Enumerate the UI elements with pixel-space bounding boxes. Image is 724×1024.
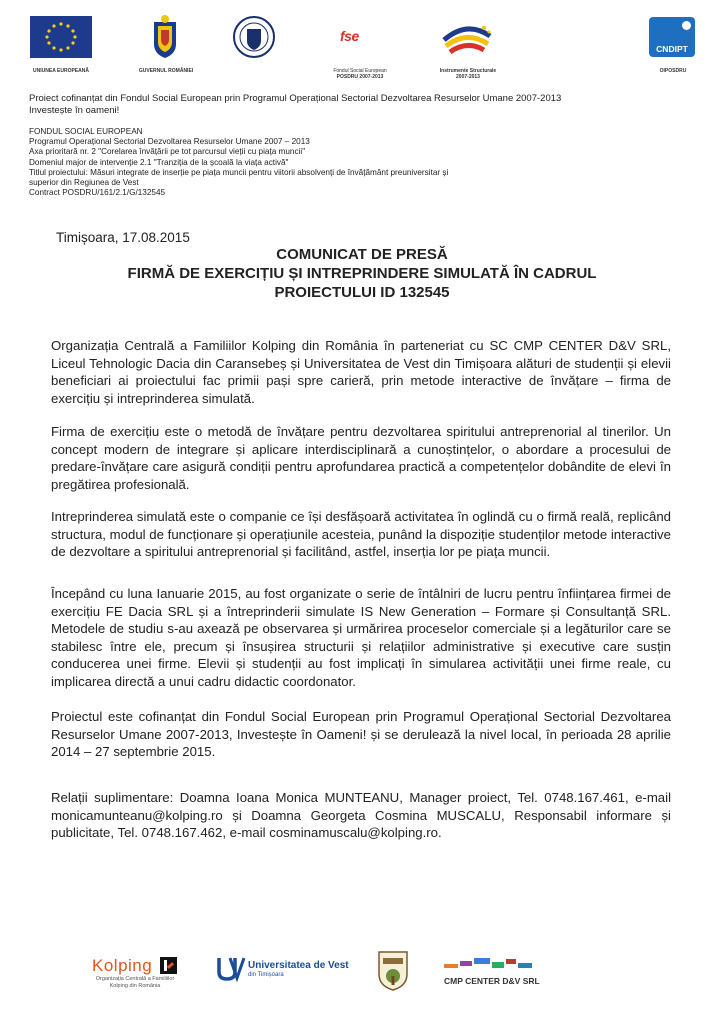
cndipt-logo (649, 17, 695, 57)
structural-instruments-logo (440, 18, 494, 64)
paragraph-simulated-enterprise: Intreprinderea simulată este o companie ce își desfășoară activitatea în oglindă cu o firmă reală, replicând structura, modul de funcționare și operațiunile acesteia, punând la dispoziție studenților metode interactive de dezvoltare a spiritului antreprenorial și facilitând, astfel, inserția lor pe piața muncii. (51, 509, 671, 560)
paragraph-cofinancing: Proiectul este cofinanțat din Fondul Social European prin Programul Operațional Sectorial Dezvoltarea Resurselor Umane 2007-2013, Investește în Oameni! și se derulează la nivel local, în perioada 28 aprilie 2014 – 27 septembrie 2015. (51, 709, 671, 760)
cndipt-label: CNDIPT (656, 44, 688, 54)
press-release-date: Timișoara, 17.08.2015 (56, 230, 190, 245)
cofinance-line-2: Investește în oameni! (29, 105, 120, 116)
uvt-subtitle: din Timișoara (248, 972, 284, 978)
kolping-k-icon (160, 957, 177, 974)
gov-caption: GUVERNUL ROMÂNIEI (138, 68, 194, 74)
kolping-sub-line: Kolping din România (109, 982, 161, 989)
fund-line: Contract POSDRU/161/2.1/G/132545 (29, 188, 166, 198)
paragraph-activities: Începând cu luna Ianuarie 2015, au fost organizate o serie de întâlniri de lucru pentru înființarea firmei de exercițiu FE Dacia SRL și a întreprinderii simulate IS New Generation – Formare și Consultanță SRL. Metodele de studiu s-au axează pe observarea și urmărirea proceselor comerciale și a legăturilor care se stabilesc între ele, precum și însușirea structurii și relațiilor administrative și executive care susțin conducerea unei firme. Elevii și studenții au fost implicați în simularea activității unei firme reale, cu implicarea directă a unui cadru didactic coordonator. (51, 586, 671, 689)
fund-line: FONDUL SOCIAL EUROPEAN (29, 127, 143, 136)
kolping-subtitle (80, 976, 190, 989)
school-crest-logo (377, 950, 409, 992)
cmp-logo-bars (444, 958, 534, 972)
paragraph-contacts: Relații suplimentare: Doamna Ioana Monica MUNTEANU, Manager proiect, Tel. 0748.167.461, e-mail monicamunteanu@kolping.ro și Doamna Georgeta Cosmina MUSCALU, Responsabil informare și publicitate, Tel. 0748.167.462, e-mail cosminamuscalu@kolping.ro. (51, 790, 671, 841)
paragraph-intro: Organizația Centrală a Familiilor Kolping din România în parteneriat cu SC CMP CENTER D&V SRL, Liceul Tehnologic Dacia din Caransebeș și Universitatea de Vest din Timișoara alături de studenții și elevii beneficiari ai proiectului fac primii pași spre carieră, prin metode interactive de învățare – firma de exercițiu și intreprinderea simulată. (51, 338, 671, 406)
eu-flag-logo (30, 16, 92, 58)
is-caption-1: Instrumente Structurale (439, 68, 497, 74)
fse-logo: fse (340, 28, 359, 44)
cmp-name: CMP CENTER D&V SRL (444, 976, 540, 986)
title-line-3: PROIECTULUI ID 132545 (274, 284, 450, 301)
oi-caption: OIPOSDRU (659, 68, 687, 74)
eu-caption: UNIUNEA EUROPEANĂ (33, 68, 89, 74)
fund-line: Domeniul major de intervenție 2.1 "Tranziția de la școală la viața activă" (29, 157, 289, 167)
fund-line: Programul Operațional Sectorial Dezvoltarea Resurselor Umane 2007 – 2013 (29, 137, 310, 147)
fund-line: Axa prioritară nr. 2 "Corelarea învățării pe tot parcursul vieții cu piața muncii" (29, 147, 306, 157)
paragraph-exercise-firm: Firma de exercițiu este o metodă de învățare pentru dezvoltarea spiritului antreprenorial al tinerilor. Un concept modern de integrare și aplicare interdisciplinară a cunoștințelor, o abordare a procesului de predare-învățare care asigură condiții pentru aprofundarea practică a competențelor dobândite de elevi în pregătirea profesională. (51, 424, 671, 492)
uvt-name: Universitatea de Vest (248, 960, 349, 971)
cofinance-line-1: Proiect cofinanțat din Fondul Social European prin Programul Operațional Sectorial Dezvoltarea Resurselor Umane 2007-2013 (29, 93, 562, 104)
fund-line: Titlul proiectului: Măsuri integrate de inserție pe piața muncii pentru viitorii absolvenți de învățământ preuniversitar și (29, 167, 449, 177)
fund-line: superior din Regiunea de Vest (29, 178, 139, 188)
ministry-seal-logo (232, 15, 276, 59)
kolping-logo-text: Kolping (92, 956, 153, 975)
coat-of-arms-logo (150, 14, 180, 60)
is-caption-2: 2007-2013 (456, 74, 480, 80)
uvt-emblem-icon (216, 954, 246, 982)
cndipt-dot-icon (682, 21, 691, 30)
fse-caption-1: Fondul Social European (333, 68, 387, 74)
kolping-sub-line: Organizația Centrală a Familiilor (95, 976, 175, 982)
title-line-1: COMUNICAT DE PRESĂ (276, 246, 448, 263)
fund-block (29, 127, 689, 198)
title-line-2: FIRMĂ DE EXERCIȚIU ȘI INTREPRINDERE SIMULATĂ ÎN CADRUL (127, 265, 597, 282)
fse-caption-2: POSDRU 2007-2013 (336, 74, 384, 80)
